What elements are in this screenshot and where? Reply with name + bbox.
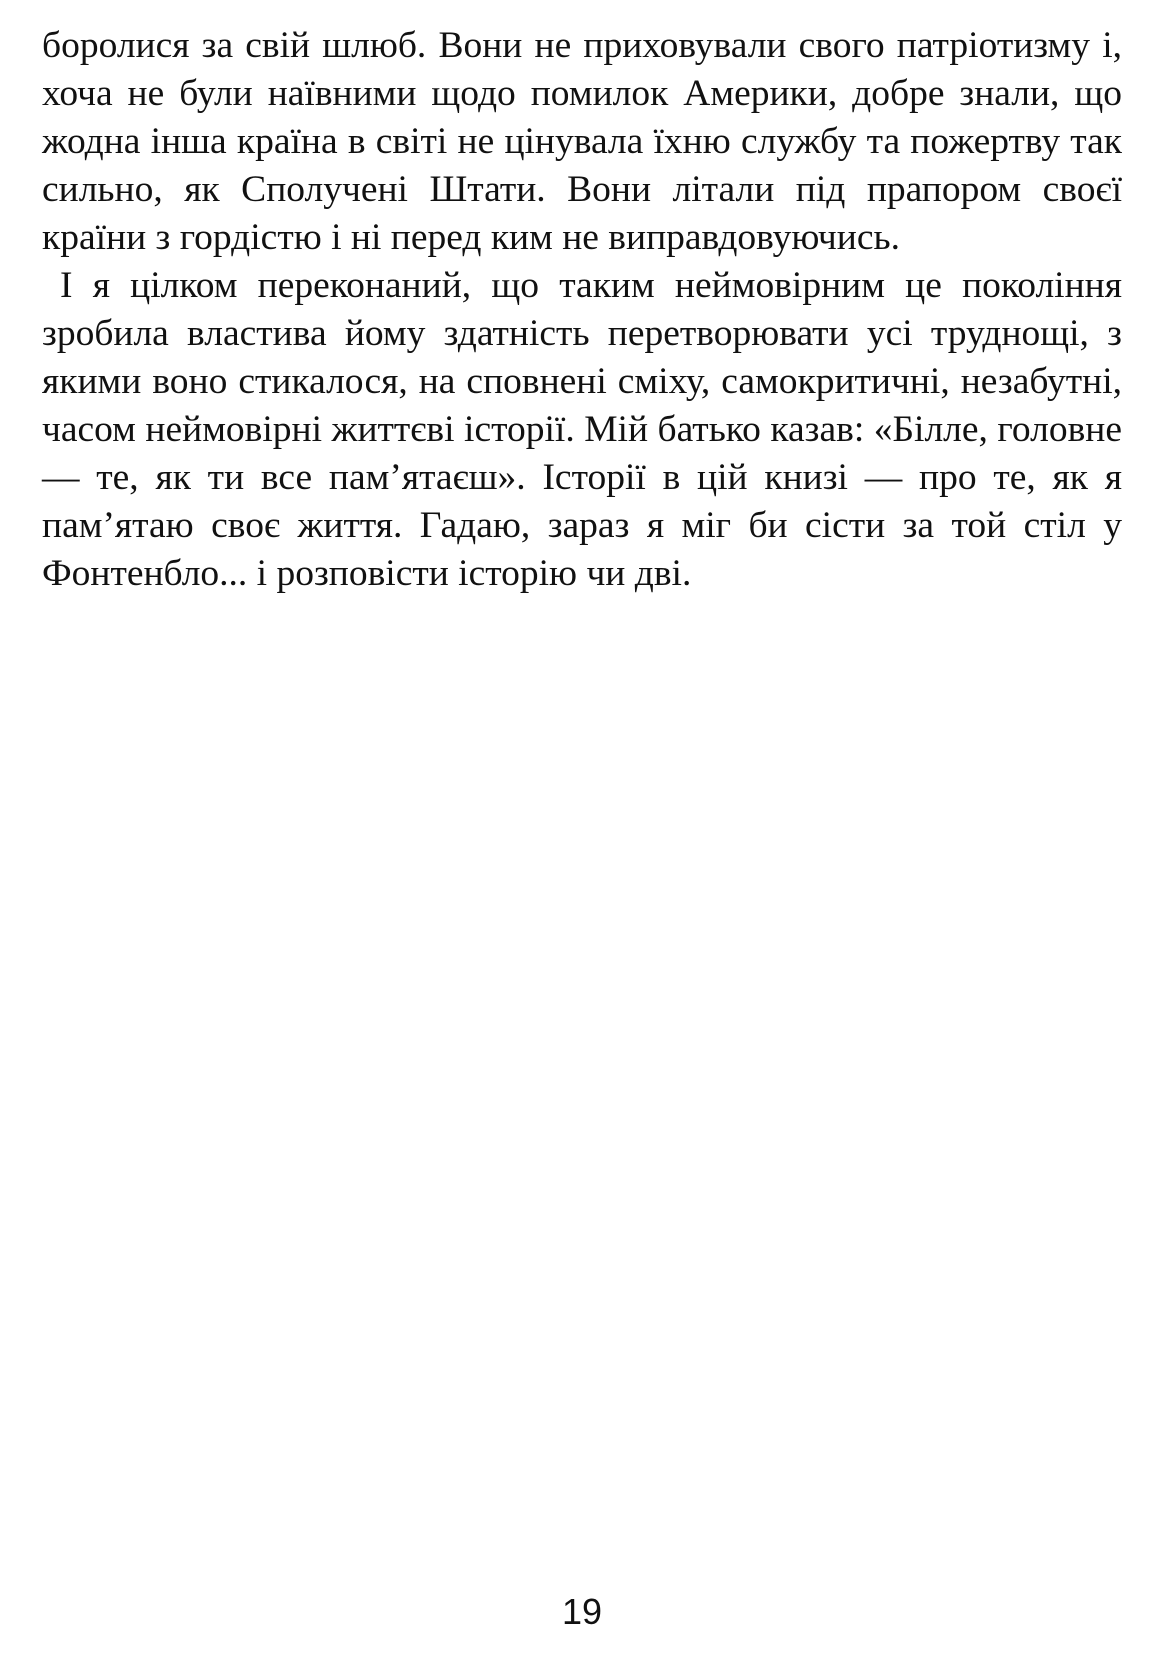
page-number: 19 xyxy=(561,1591,603,1632)
paragraph-1: боролися за свій шлюб. Вони не приховували свого патріотизму і, хоча не були наївними щодо помилок Америки, добре знали, що жодна інша країна в світі не цінувала їхню службу та пожертву так сильно, як Сполучені Штати. Вони літали під прапором своєї країни з гордістю і ні перед ким не виправдовуючись. xyxy=(42,25,1122,258)
paragraph-2: І я цілком переконаний, що таким неймовірним це покоління зробила властива йому здатність перетворювати усі труднощі, з якими воно стикалося, на сповнені сміху, самокритичні, незабутні, часом неймовірні життєві історії. Мій батько казав: «Білле, головне — те, як ти все пам’ятаєш». Історії в цій книзі — про те, як я пам’ятаю своє життя. Гадаю, зараз я міг би сісти за той стіл у Фонтенбло... і розповісти історію чи дві. xyxy=(42,265,1122,594)
page-body xyxy=(42,22,1122,598)
